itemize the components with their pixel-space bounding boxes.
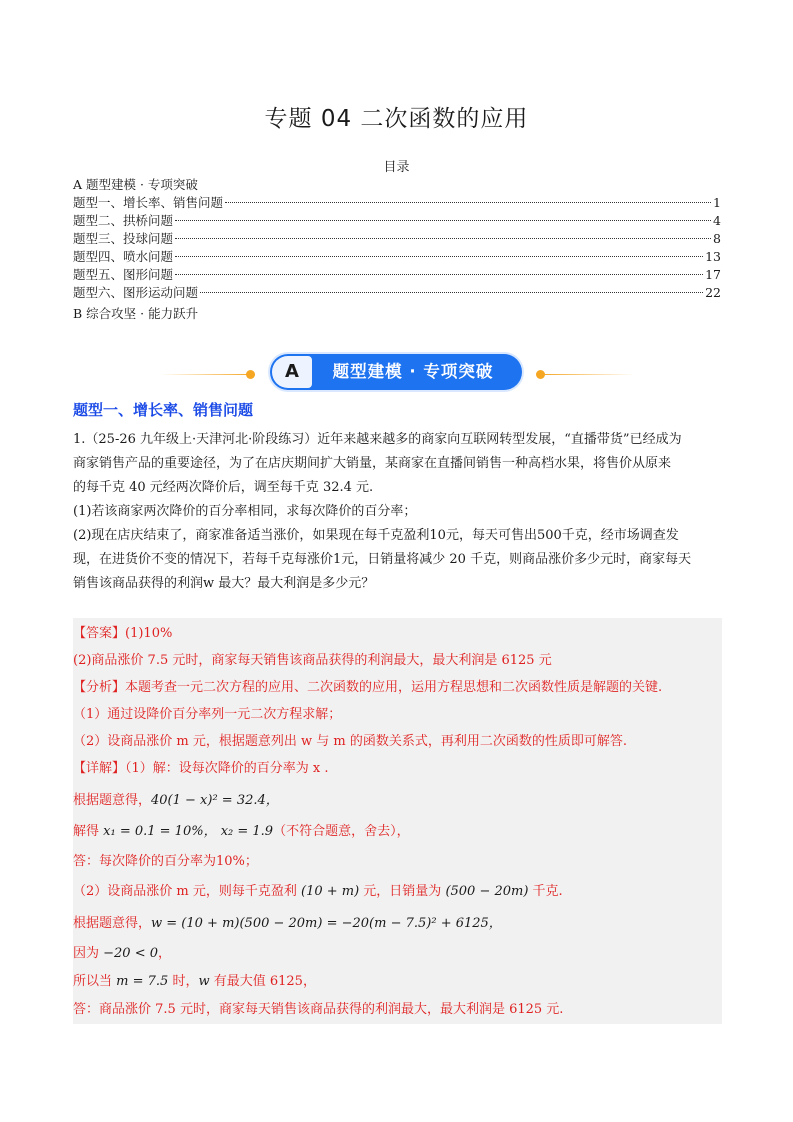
toc-item[interactable] (73, 194, 721, 212)
toc-item[interactable] (73, 212, 721, 230)
problem-statement (73, 428, 723, 596)
analysis-line: （2）设商品涨价 m 元，根据题意列出 w 与 m 的函数关系式，再利用二次函数的性质即可解答. (73, 734, 627, 749)
detail-text: 根据题意得， (73, 916, 152, 931)
banner-text: 题型建模 · 专项突破 (332, 362, 494, 381)
equation: −20 < 0 (103, 946, 159, 961)
detail-line (73, 880, 563, 899)
toc-section-a[interactable]: A 题型建模 · 专项突破 (73, 177, 198, 192)
detail-line: 答：商品涨价 7.5 元时，商家每天销售该商品获得的利润最大，最大利润是 6125 元. (73, 1002, 564, 1017)
problem-line: (1)若该商家两次降价的百分率相同，求每次降价的百分率； (73, 504, 417, 519)
toc-item-page: 4 (713, 213, 721, 228)
problem-line: 商家销售产品的重要途径，为了在店庆期间扩大销量，某商家在直播间销售一种高档水果，将售价从原来 (73, 456, 672, 471)
detail-text: 根据题意得， (73, 793, 152, 808)
toc-item-page: 17 (705, 267, 721, 282)
equation: w (198, 974, 210, 989)
detail-line (73, 942, 171, 961)
toc-leader-dots (175, 220, 711, 221)
toc-item[interactable] (73, 284, 721, 302)
equation: (500 − 20m) (445, 884, 529, 899)
detail-line (73, 789, 279, 808)
detail-text: 因为 (73, 946, 104, 961)
equation: (10 + m) (301, 884, 360, 899)
toc-item[interactable] (73, 230, 721, 248)
toc-item-label: 题型二、拱桥问题 (73, 213, 174, 228)
problem-line: 1.（25-26 九年级上·天津河北·阶段练习）近年来越来越多的商家向互联网转型发展，“直播带货”已经成为 (73, 432, 682, 447)
detail-line: 答：每次降价的百分率为10%； (73, 854, 258, 869)
page-title: 专题 04 二次函数的应用 (264, 106, 529, 132)
toc-item-label: 题型三、投球问题 (73, 231, 174, 246)
table-of-contents (73, 176, 721, 324)
answer-line: (2)商品涨价 7.5 元时，商家每天销售该商品获得的利润最大，最大利润是 6125 元 (73, 653, 552, 668)
detail-line (73, 970, 316, 989)
problem-line: 现，在进货价不变的情况下，若每千克每涨价1元，日销量将减少 20 千克，则商品涨价多少元时，商家每天 (73, 552, 692, 567)
toc-item-page: 22 (705, 285, 721, 300)
detail-line (73, 912, 502, 931)
equation: m = 7.5 (116, 974, 169, 989)
answer-tag: 【答案】 (73, 626, 126, 641)
detail-text: 千克. (528, 884, 563, 899)
detail-text: 解得 (73, 824, 104, 839)
equation: x₁ = 0.1 = 10%， x₂ = 1.9 (103, 824, 274, 839)
answer-box (73, 618, 722, 1024)
toc-item-label: 题型一、增长率、销售问题 (73, 195, 224, 210)
toc-item-page: 13 (705, 249, 721, 264)
answer-text: (1)10% (125, 626, 173, 641)
toc-leader-dots (175, 274, 703, 275)
equation: w = (10 + m)(500 − 20m) = −20(m − 7.5)² + 6125， (151, 916, 502, 931)
toc-section-b[interactable]: B 综合攻坚 · 能力跃升 (73, 306, 199, 321)
problem-line: (2)现在店庆结束了，商家准备适当涨价，如果现在每千克盈利10元，每天可售出500千克，经市场调查发 (73, 528, 679, 543)
banner-decor-dot-right (536, 370, 545, 379)
detail-text: 所以当 (73, 974, 117, 989)
toc-leader-dots (225, 202, 711, 203)
detail-text: （2）设商品涨价 m 元，则每千克盈利 (73, 884, 301, 899)
detail-text: 时， (168, 974, 199, 989)
banner-decor-line-left (160, 374, 252, 375)
section-banner (0, 354, 793, 392)
toc-item[interactable] (73, 266, 721, 284)
analysis-line: （1）通过设降价百分率列一元二次方程求解； (73, 707, 342, 722)
toc-item[interactable] (73, 248, 721, 266)
toc-item-label: 题型四、喷水问题 (73, 249, 174, 264)
equation: 40(1 − x)² = 32.4， (151, 793, 279, 808)
detail-text: ， (158, 946, 172, 961)
problem-line: 销售该商品获得的利润w 最大？最大利润是多少元？ (73, 576, 375, 591)
detail-text: 有最大值 6125， (209, 974, 316, 989)
analysis-line: 【分析】本题考查一元二次方程的应用、二次函数的应用，运用方程思想和二次函数性质是解题的关键. (73, 680, 663, 695)
detail-line: 【详解】（1）解：设每次降价的百分率为 x . (73, 761, 329, 776)
toc-item-page: 8 (713, 231, 721, 246)
toc-item-label: 题型五、图形问题 (73, 267, 174, 282)
detail-text: （不符合题意，舍去）， (273, 824, 410, 839)
toc-leader-dots (200, 292, 703, 293)
toc-leader-dots (175, 256, 703, 257)
answer-line (73, 622, 172, 641)
problem-line: 的每千克 40 元经两次降价后，调至每千克 32.4 元. (73, 480, 374, 495)
detail-text: 元，日销量为 (359, 884, 446, 899)
banner-letter-badge: A (272, 356, 312, 388)
toc-item-label: 题型六、图形运动问题 (73, 285, 199, 300)
banner-decor-dot-left (246, 370, 255, 379)
toc-heading: 目录 (383, 160, 410, 175)
toc-leader-dots (175, 238, 711, 239)
toc-item-page: 1 (713, 195, 721, 210)
banner-pill (270, 354, 522, 390)
detail-line (73, 820, 410, 839)
banner-decor-line-right (542, 374, 634, 375)
section-heading: 题型一、增长率、销售问题 (73, 401, 254, 419)
